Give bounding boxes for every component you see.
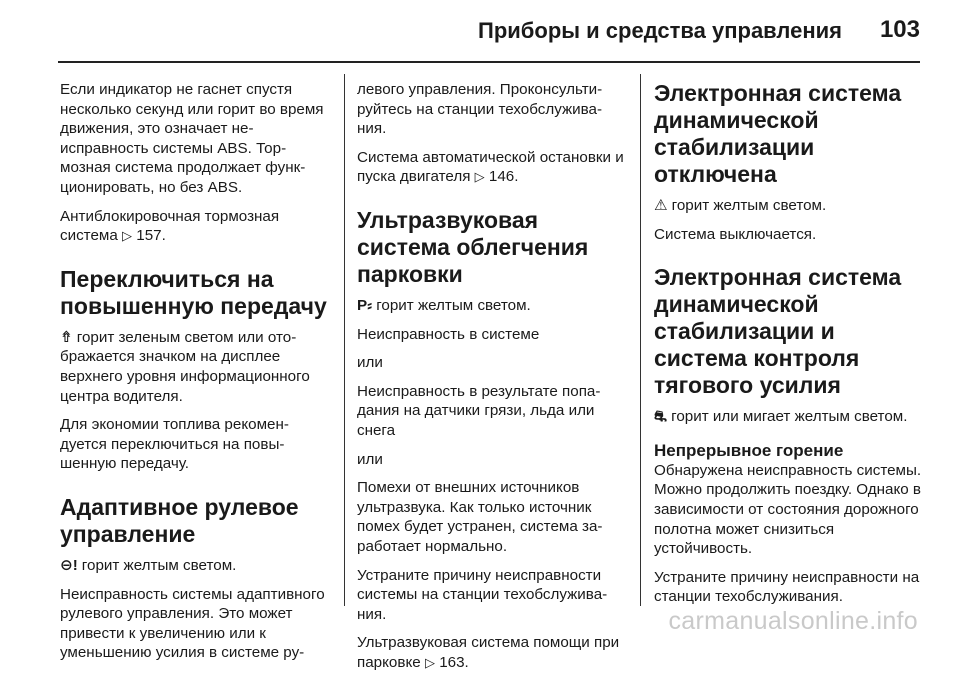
page-ref-arrow-icon: ▷ — [122, 228, 133, 244]
column-divider-2 — [640, 74, 641, 606]
abs-fault-text: Если индикатор не гаснет спустя несколько секунд или горит во время движения, это означает неисправность системы ABS. Тормозная система продолжает функционировать, но без ABS. — [60, 81, 324, 196]
stop-start-page-link[interactable]: 146. — [488, 168, 519, 186]
page-ref-arrow-icon: ▷ — [424, 654, 435, 670]
watermark: carmanualsonline.info — [668, 607, 918, 635]
page-title: Приборы и средства управления — [478, 18, 842, 43]
parking-fault-1: Неисправность в системе — [357, 325, 540, 343]
parking-fault-3: Помехи от внешних источников ультразвука. Как только источник помех будет устранен, система заработает нормально. — [357, 479, 603, 555]
abs-reference — [60, 207, 328, 246]
parking-description — [357, 296, 625, 316]
column-1 — [60, 80, 328, 672]
esc-off-description — [654, 196, 922, 216]
page-number: 103 — [879, 16, 920, 43]
steering-fault-text: Неисправность системы адаптивного рулевого управления. Это может привести к увеличению или к уменьшению усилия в системе ру- — [60, 585, 325, 662]
steering-fault-continued: левого управления. Проконсультируйтесь на станции техобслуживания. — [357, 81, 603, 138]
or-text-1: или — [357, 354, 383, 372]
continuous-fix-advice: Устраните причину неисправности на станции техобслуживания. — [654, 568, 920, 606]
or-text-2: или — [357, 450, 383, 468]
parking-reference-text: Ультразвуковая система помощи при парковке — [357, 634, 620, 671]
shift-up-text: горит зеленым светом или отображается значком на дисплее верхнего уровня информационного центра водителя. — [60, 328, 310, 405]
subheading-continuous: Непрерывное горение — [654, 440, 844, 460]
stop-start-text: Система автоматической остановки и пуска двигателя — [357, 148, 624, 186]
shift-up-description — [60, 328, 328, 406]
abs-page-link[interactable]: 157. — [136, 227, 166, 245]
esc-traction-description — [654, 407, 922, 427]
heading-parking-assist: Ультразвуковая система облегчения парковки — [357, 206, 589, 287]
parking-assist-icon: P⸗ — [357, 296, 373, 314]
esc-off-result: Система выключается. — [654, 225, 817, 243]
shift-up-indicator-icon: ⇮ — [60, 328, 73, 346]
column-2 — [357, 80, 625, 681]
steering-warning-icon: ⊖! — [60, 556, 78, 574]
esc-traction-icon: ⛐ — [654, 408, 668, 426]
page-ref-arrow-icon: ▷ — [474, 169, 485, 185]
parking-fault-2: Неисправность в результате попадания на датчики грязи, льда или снега — [357, 382, 601, 439]
esc-off-status-text: горит желтым светом. — [671, 197, 827, 214]
parking-status-text: горит желтым светом. — [376, 296, 531, 314]
parking-reference — [357, 633, 625, 672]
abs-reference-text: Антиблокировочная тормозная система — [60, 207, 280, 245]
shift-up-advice: Для экономии топлива рекомендуется переключиться на повышенную передачу. — [60, 416, 289, 473]
continuous-description: Обнаружена неисправность системы. Можно продолжить поездку. Однако в зависимости от состояния дорожного полотна может снизиться устойчивость. — [654, 461, 922, 558]
steering-status-text: горит желтым светом. — [81, 556, 237, 574]
heading-adaptive-steering: Адаптивное рулевое управление — [60, 493, 299, 547]
esc-traction-status-text: горит или мигает желтым светом. — [671, 408, 908, 426]
header-divider — [58, 61, 920, 63]
steering-description — [60, 556, 328, 576]
stop-start-reference — [357, 148, 625, 187]
heading-esc-traction: Электронная система динамической стабилизации и система контроля тягового усилия — [654, 264, 902, 399]
parking-fix-advice: Устраните причину неисправности системы на станции техобслуживания. — [357, 566, 608, 623]
heading-esc-off: Электронная система динамической стабилизации отключена — [654, 80, 902, 187]
parking-page-link[interactable]: 163. — [439, 653, 469, 671]
esc-off-icon: ⚠ — [654, 197, 668, 214]
page-header — [0, 0, 960, 58]
heading-shift-up: Переключиться на повышенную передачу — [60, 265, 327, 319]
column-3 — [654, 80, 922, 616]
column-divider-1 — [344, 74, 345, 606]
